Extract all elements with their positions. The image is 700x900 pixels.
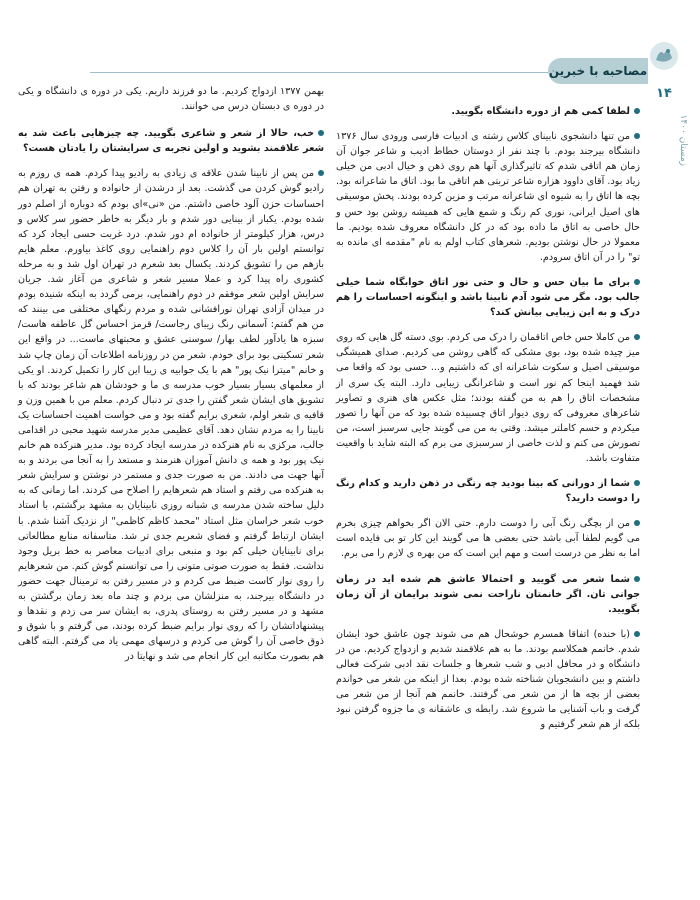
right-column <box>336 104 640 742</box>
bullet-icon <box>634 520 640 526</box>
bullet-icon <box>634 480 640 486</box>
bullet-icon <box>634 133 640 139</box>
magazine-logo-icon <box>648 40 680 72</box>
page-number: ۱۴ <box>656 86 672 101</box>
section-title: مصاحبه با خبرین <box>548 58 648 84</box>
bullet-icon <box>318 170 324 176</box>
header-rule <box>90 72 548 73</box>
answer-5: من پس از نابینا شدن علاقه ی زیادی به رادیو پیدا کردم. همه ی روزم به رادیو گوش کردن می گذشت. بعد از درشدن از خانواده و رفتن به تهران هم احساسات حزن آلود خاصی داشتم. من «نی»ای بودم که دوباره از اصلم دور شده بودم. یکبار از بینایی دور شدم و بار دیگر به خاطر حضور سر کلاس و درس، هزار کیلومتر از خانواده ام دور شدم. درد غربت حسی ایجاد کرد که توانستم اولین بار آن را کلاس دوم راهنمایی روی کاغذ بیاورم. معلم هایم بازهم من را تشویق کردند. یکسال بعد شعرم در تهران اول شد و به مرحله کشوری راه پیدا کرد و عملا مسیر شعر و شاعری من آغاز شد. جریان سرایش اولین شعر موفقم در دوم راهنمایی، برمی گردد به اینکه شنیده بودم در میدان آزادی تهران نورافشانی شده و مردم رنگهای مختلفی می بینند که من هم گفتم: آسمانی رنگ زیبای رجاست/ قرمز احساس گل عاطفه هاست/ سبزه ها یادآور لطف بهار/ سوسنی عشق و محبتهای ماست... در واقع این شعر تسکینی بود برای خودم. شعر من در روزنامه اطلاعات آن زمان چاپ شد و خانم "میترا نیک پور" هم با یک جوابیه ی زیبا این کار را تکمیل کردند. او یکی از معلمهای بسیار بسیار خوب مدرسه ی ما و خودشان هم شاعر بودند که با تشویق های ایشان شعر گفتن را جدی تر دنبال کردم. معلم من با همین وزن و قافیه ی شعر اولم، شعری برایم گفته بود و می خواست اهمیت احساسات یک نابینا را به مردم نشان دهد. آقای عظیمی مدیر مدرسه شهید محبی در اقدامی جالب، مرکزی به نام هنرکده در مدرسه ایجاد کرده بود. مدیر هنرکده هم خانم نیک پور بود و همه ی دانش آموزان هنرمند و مستعد را به آنجا می بردند و به آنها جهت می دادند. من به صورت جدی و مستمر در نوشتن و سرایش شعر به هنرکده می رفتم و استاد هم شعرهایم را اصلاح می کردند. اما زمانی که به دلیل ساخته شدن مدرسه ی شبانه روزی نابینایان به مشهد برگشتم، با استاد خوب شعر خراسان مثل استاد "محمد کاظم کاظمی" از نزدیک آشنا شدم. با ایشان ارتباط گرفتم و فضای شعریم جدی تر شد. متاسفانه منابع مطالعاتی برای نابینایان خیلی کم بود و منبعی برای ادبیات معاصر به خط بریل وجود نداشت. فقط به صورت صوتی متونی را می توانستم گوش کنم. من شعرهایم را روی نوار کاست ضبط می کردم و در مسیر رفتن به ترمینال جهت حضور در دانشگاه بیرجند، به منزلشان می بردم و چند ماه بعد زمان برگشتن به مشهد و در مسیر رفتن به روستای پدری، به ایشان سر می زدم و نقدها و پیشنهاداتشان را که روی نوار برایم ضبط کرده بودند، می گرفتم و با شوق و ذوق خاصی آن را گوش می کردم و درسهای مهمی یاد می گرفتم. البته گاهی هم بصورت مکاتبه این کار انجام می شد و نهایتا در <box>18 168 324 663</box>
left-column <box>18 84 324 674</box>
question-4: شما شعر می گویید و احتمالا عاشق هم شده اید در زمان جوانی تان. اگر خانمتان ناراحت نمی شوند برایمان از آن زمان بگویید. <box>336 573 640 615</box>
question-5: خب، حالا از شعر و شاعری بگویید. چه چیزهایی باعث شد به شعر علاقمند بشوید و اولین تجربه ی سرایشتان را یادتان هست؟ <box>18 128 324 155</box>
answer-1: من تنها دانشجوی نابینای کلاس رشته ی ادبیات فارسی ورودی سال ۱۳۷۶ دانشگاه بیرجند بودم. با چند نفر از دوستان خطاط ادیب و شاعر جوان آن زمان هم اتاقی شدم که تاثیرگذاری آنها هم روی ذهن و خیال ادبی من خیلی زیاد بود. آقای داوود هزاره شاعر تربتی هم اتاقی ما بود. اتاق ما شاعرانه بود. بچه ها اتاق را به شیوه ای شاعرانه مرتب و مزین کرده بودند. پخش موسیقی های اصیل ایرانی، نوری کم رنگ و شمع هایی که همیشه روشن بود حس و حال خاصی به اتاق ما داده بود که در کل دانشگاه معروف شده بودیم. ما معمولا در حال نوشتن بودیم. شعرهای کتاب اولم به نام "مقدمه ای مانده به تو" را در آن اتاق سرودم. <box>336 131 640 263</box>
bullet-icon <box>634 279 640 285</box>
bullet-icon <box>634 631 640 637</box>
answer-2: من کاملا حس خاص اتاقمان را درک می کردم. بوی دسته گل هایی که روی میز چیده شده بود، بوی مشکی که گاهی روشن می کردیم. صدای همیشگی موسیقی اصیل و سکوت شاعرانه ای که داشتیم و... حسی بود که واقعا می شد فهمید اینجا کم نور است و شاعرانگی زیبایی دارد. البته یک سری از مشخصات اتاق را هم به من گفته بودند؛ مثل عکس های هنری و تصاویر شاعرهای معروفی که روی دیوار اتاق چسبیده شده بود که من آنها را تصور میکردم و حسم کاملتر میشد. وقتی به من می گویند جایی سرسبز است، من تصورش می کنم و لذت خاصی از سرسبزی می برم که البته شاید با واقعیت متفاوت باشد. <box>336 332 640 464</box>
bullet-icon <box>634 576 640 582</box>
answer-4: (با خنده) اتفاقا همسرم خوشحال هم می شوند چون عاشق خود ایشان شدم. خانمم همکلاسم بودند. ما به هم علاقمند شدیم و ازدواج کردیم. من در دانشگاه و در محافل ادبی و شب شعرها و جلسات نقد ادبی شرکت فعالی داشتم و بین دانشجویان شناخته شده بودم. بعدا از اینکه من شعر می خواندم بعضی از بچه ها از من شعر می گرفتند. خانمم هم آنجا از من شعر می گرفت و باب آشنایی ما شروع شد. رابطه ی عاشقانه ی ما جزوه گرفتن نبود بلکه از هم شعر گرفتیم و <box>336 628 640 731</box>
answer-4-continued: بهمن ۱۳۷۷ ازدواج کردیم. ما دو فرزند داریم. یکی در دوره ی دانشگاه و یکی در دوره ی دبستان درس می خوانند. <box>18 86 324 113</box>
question-1: لطفا کمی هم از دوره دانشگاه بگویید. <box>336 104 640 119</box>
bullet-icon <box>634 108 640 114</box>
bullet-icon <box>318 130 324 136</box>
answer-3: من از بچگی رنگ آبی را دوست دارم. حتی الان اگر بخواهم چیزی بخرم می گویم لطفا آبی باشد حتی بعضی ها می گویند این کار تو بی فایده است اما به نظر من درست است و مهم این است که من بهره ی لازم را می برم. <box>336 518 640 560</box>
issue-side-label: زمستان ۱۴۰۰ <box>678 114 688 166</box>
question-3: شما از دورانی که بینا بودید چه رنگی در ذهن دارید و کدام رنگ را دوست دارید؟ <box>336 478 640 505</box>
question-2: برای ما بیان حس و حال و حتی نور اتاق خوابگاه شما خیلی جالب بود. مگر می شود آدم نابینا باشد و اینگونه احساسات را هم درک و به این زیبایی بیانش کند؟ <box>336 276 640 319</box>
bullet-icon <box>634 334 640 340</box>
